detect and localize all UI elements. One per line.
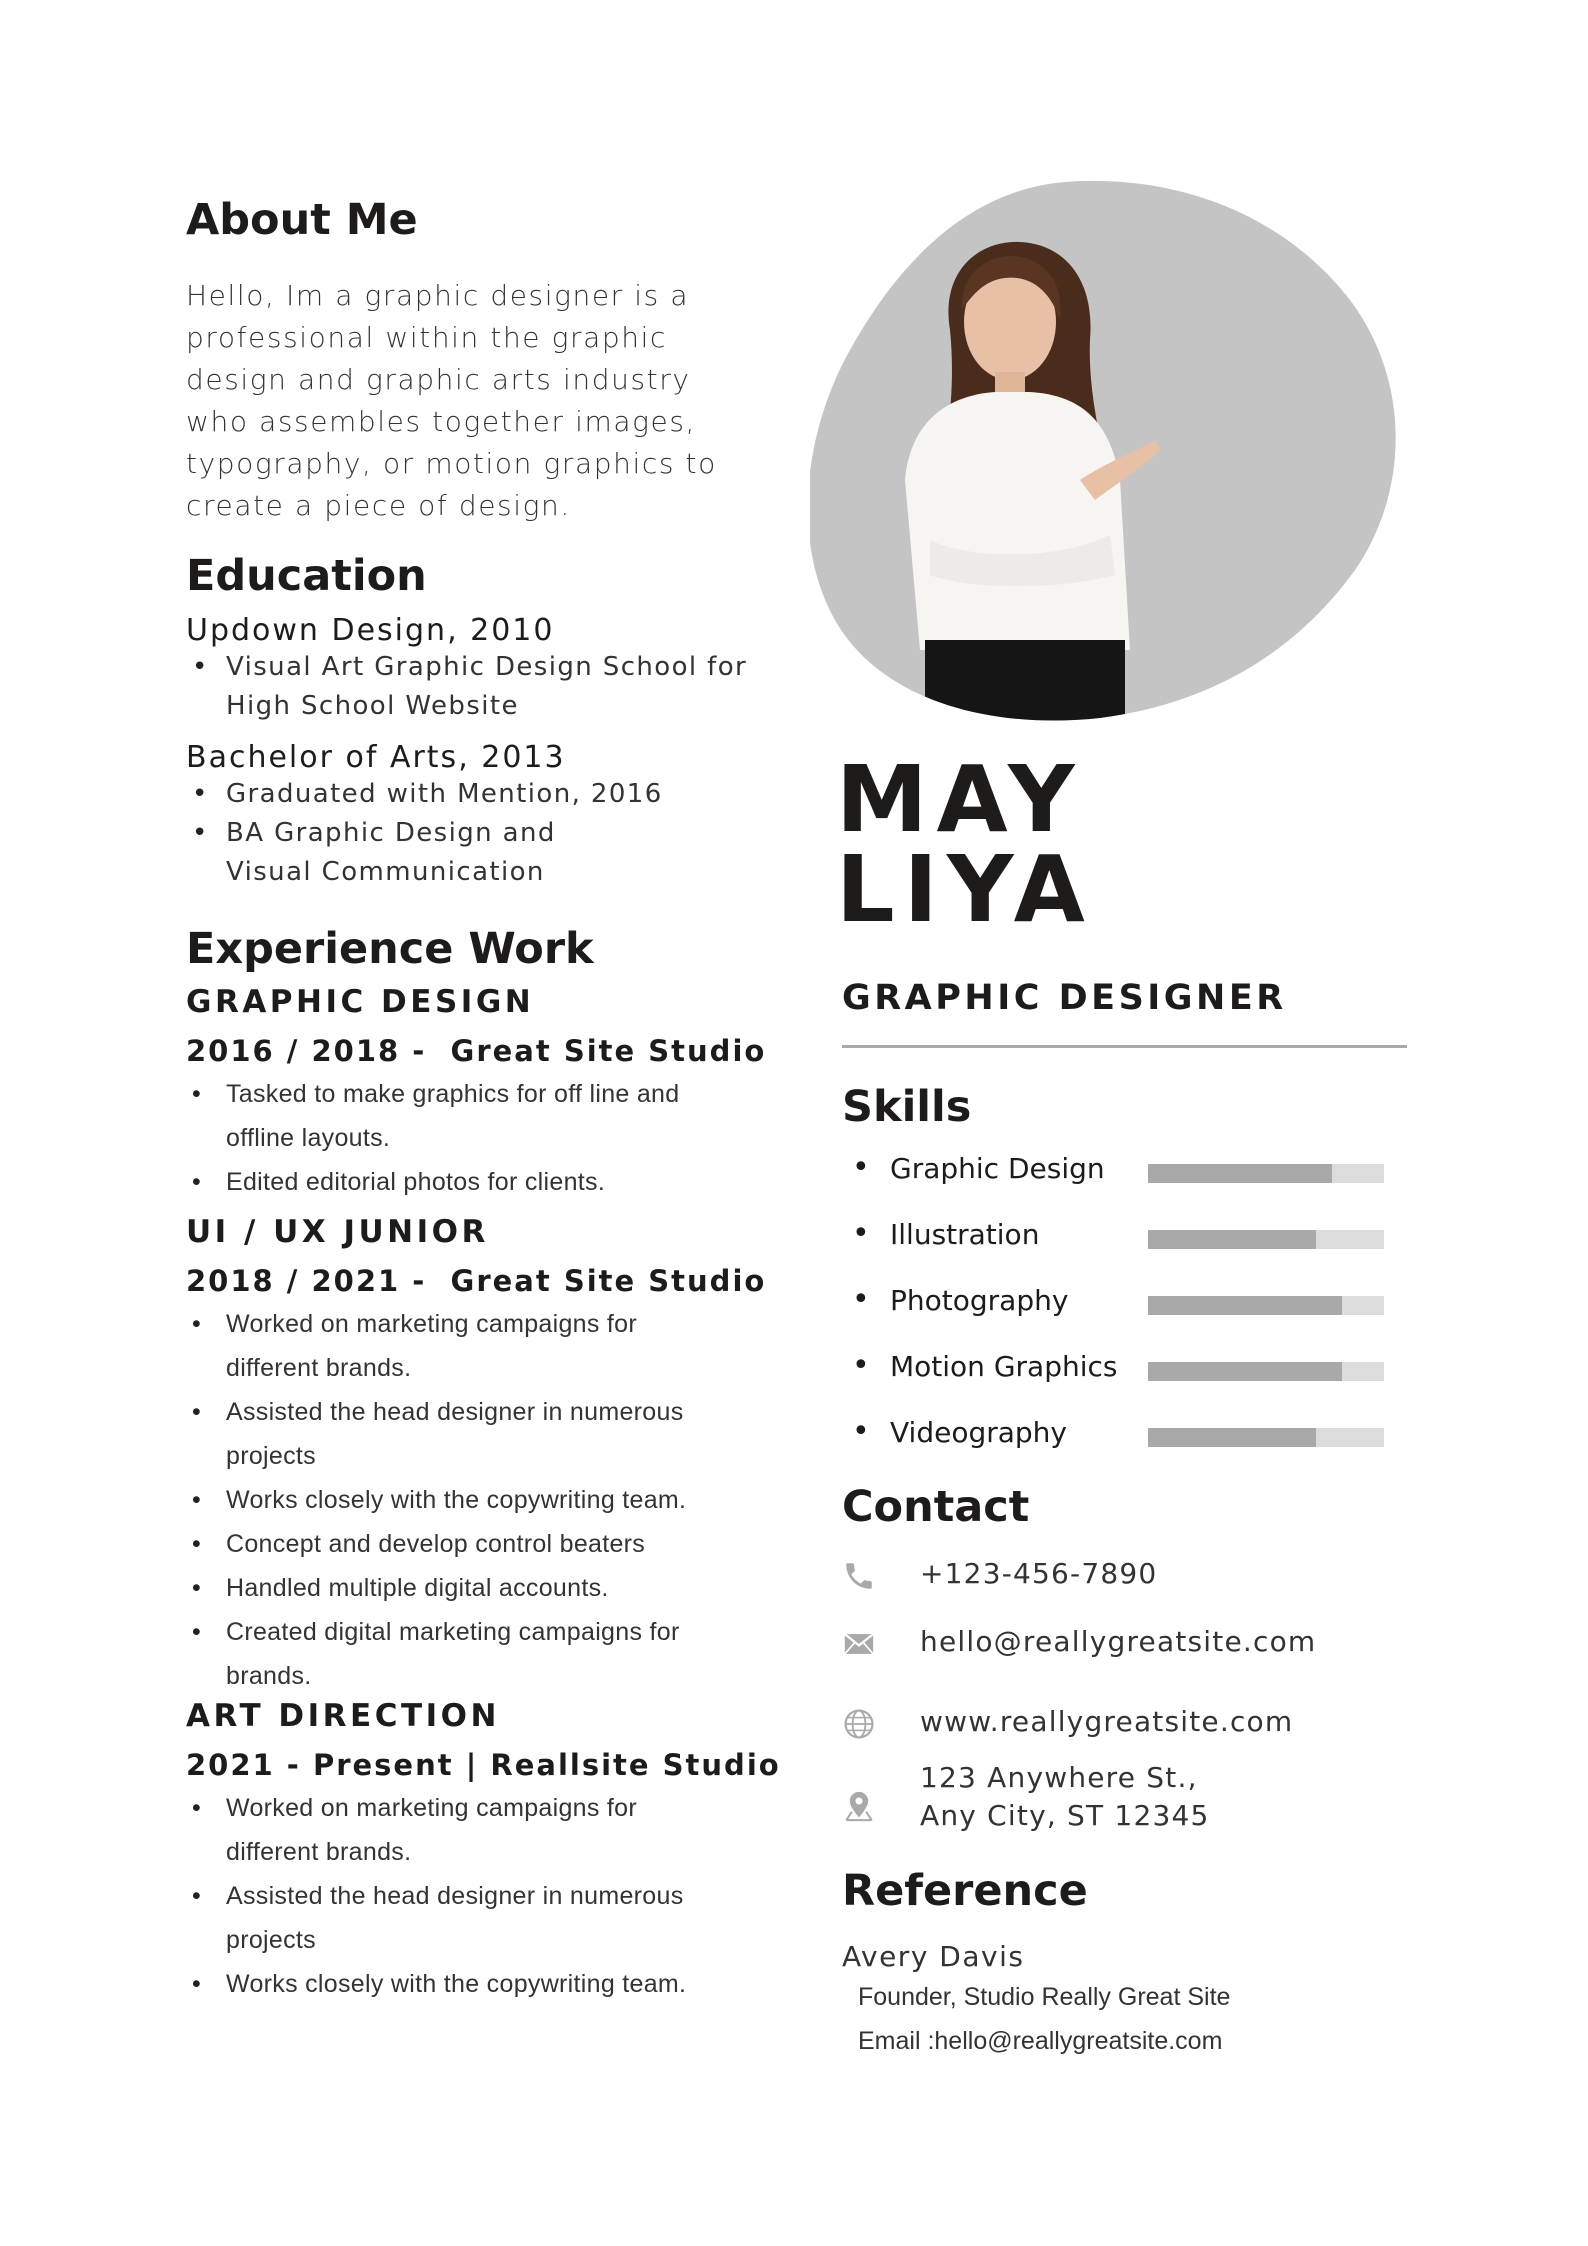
portrait-photo-icon bbox=[810, 180, 1410, 725]
title-divider bbox=[842, 1045, 1407, 1048]
job-entry bbox=[186, 1698, 786, 2006]
name-block bbox=[836, 746, 1094, 943]
list-item: • Visual Art Graphic Design School for High School Website bbox=[186, 648, 766, 726]
skill-label: • Videography bbox=[842, 1416, 1067, 1449]
phone-text: +123-456-7890 bbox=[920, 1557, 1158, 1590]
address-line-1: 123 Anywhere St., bbox=[920, 1761, 1198, 1794]
skill-bar-fill bbox=[1148, 1296, 1342, 1315]
job-entry bbox=[186, 1214, 786, 1698]
email-text[interactable]: hello@reallygreatsite.com bbox=[920, 1625, 1317, 1658]
first-name: MAY bbox=[836, 746, 1084, 853]
skill-row bbox=[842, 1152, 1402, 1192]
education-title: Updown Design, 2010 bbox=[186, 613, 555, 648]
about-heading: About Me bbox=[186, 195, 418, 245]
skill-bar bbox=[1148, 1362, 1384, 1381]
education-heading: Education bbox=[186, 551, 427, 601]
globe-icon bbox=[842, 1707, 876, 1741]
skill-row bbox=[842, 1218, 1402, 1258]
address-line-2: Any City, ST 12345 bbox=[920, 1799, 1210, 1832]
contact-list bbox=[842, 1555, 1402, 1845]
job-title: GRAPHIC DESIGNER bbox=[842, 978, 1287, 1018]
job-period: 2021 - Present | Reallsite Studio bbox=[186, 1748, 781, 1782]
skill-label: • Illustration bbox=[842, 1218, 1039, 1251]
list-item: • Works closely with the copywriting team. bbox=[186, 1962, 786, 2006]
skill-bar-fill bbox=[1148, 1164, 1332, 1183]
skill-bar bbox=[1148, 1296, 1384, 1315]
email-icon bbox=[842, 1627, 876, 1661]
list-item: • Worked on marketing campaigns for different brands. bbox=[186, 1302, 716, 1390]
reference-email: Email :hello@reallygreatsite.com bbox=[858, 2027, 1223, 2055]
address-text bbox=[920, 1759, 1210, 1835]
education-entry bbox=[186, 740, 786, 892]
skill-bar-fill bbox=[1148, 1362, 1342, 1381]
list-item: • Assisted the head designer in numerous projects bbox=[186, 1874, 746, 1962]
list-item: • Assisted the head designer in numerous projects bbox=[186, 1390, 746, 1478]
skill-row bbox=[842, 1416, 1402, 1456]
list-item: • Concept and develop control beaters bbox=[186, 1522, 786, 1566]
about-text: Hello, Im a graphic designer is a professional within the graphic design and graphic arts industry who assembles together images, typography, or motion graphics to create a piece of design. bbox=[186, 279, 717, 522]
job-role: GRAPHIC DESIGN bbox=[186, 984, 535, 1020]
job-role: ART DIRECTION bbox=[186, 1698, 500, 1734]
skill-row bbox=[842, 1284, 1402, 1324]
list-item: • Works closely with the copywriting team. bbox=[186, 1478, 786, 1522]
contact-heading: Contact bbox=[842, 1482, 1030, 1532]
education-title: Bachelor of Arts, 2013 bbox=[186, 740, 566, 775]
education-list bbox=[186, 648, 786, 726]
list-item: • Graduated with Mention, 2016 bbox=[186, 775, 786, 814]
phone-icon bbox=[842, 1559, 876, 1593]
website-text[interactable]: www.reallygreatsite.com bbox=[920, 1705, 1294, 1738]
experience-heading: Experience Work bbox=[186, 924, 594, 974]
list-item: • Handled multiple digital accounts. bbox=[186, 1566, 786, 1610]
skill-bar-fill bbox=[1148, 1428, 1316, 1447]
reference-position: Founder, Studio Really Great Site bbox=[858, 1983, 1231, 2011]
skill-label: • Photography bbox=[842, 1284, 1068, 1317]
profile-photo bbox=[810, 180, 1410, 725]
skill-label: • Motion Graphics bbox=[842, 1350, 1117, 1383]
skills-list bbox=[842, 1152, 1402, 1452]
list-item: • Tasked to make graphics for off line and offline layouts. bbox=[186, 1072, 746, 1160]
location-pin-icon bbox=[842, 1789, 876, 1823]
job-period: 2016 / 2018 - Great Site Studio bbox=[186, 1034, 767, 1068]
skill-row bbox=[842, 1350, 1402, 1390]
skill-bar-fill bbox=[1148, 1230, 1316, 1249]
job-list bbox=[186, 1302, 786, 1698]
list-item: • Worked on marketing campaigns for different brands. bbox=[186, 1786, 716, 1874]
last-name: LIYA bbox=[836, 836, 1094, 943]
reference-name: Avery Davis bbox=[842, 1940, 1025, 1973]
skills-heading: Skills bbox=[842, 1082, 972, 1132]
list-item: • Created digital marketing campaigns for brands. bbox=[186, 1610, 746, 1698]
skill-bar bbox=[1148, 1428, 1384, 1447]
job-entry bbox=[186, 984, 786, 1204]
list-item: • Edited editorial photos for clients. bbox=[186, 1160, 786, 1204]
reference-heading: Reference bbox=[842, 1866, 1088, 1916]
job-role: UI / UX JUNIOR bbox=[186, 1214, 489, 1250]
job-list bbox=[186, 1072, 786, 1204]
job-list bbox=[186, 1786, 786, 2006]
skill-bar bbox=[1148, 1230, 1384, 1249]
skill-label: • Graphic Design bbox=[842, 1152, 1105, 1185]
left-column bbox=[186, 195, 786, 2006]
list-item: • BA Graphic Design and Visual Communication bbox=[186, 814, 646, 892]
education-entry bbox=[186, 613, 786, 726]
skill-bar bbox=[1148, 1164, 1384, 1183]
reference-block bbox=[842, 1940, 1402, 2063]
job-period: 2018 / 2021 - Great Site Studio bbox=[186, 1264, 767, 1298]
education-list bbox=[186, 775, 786, 892]
